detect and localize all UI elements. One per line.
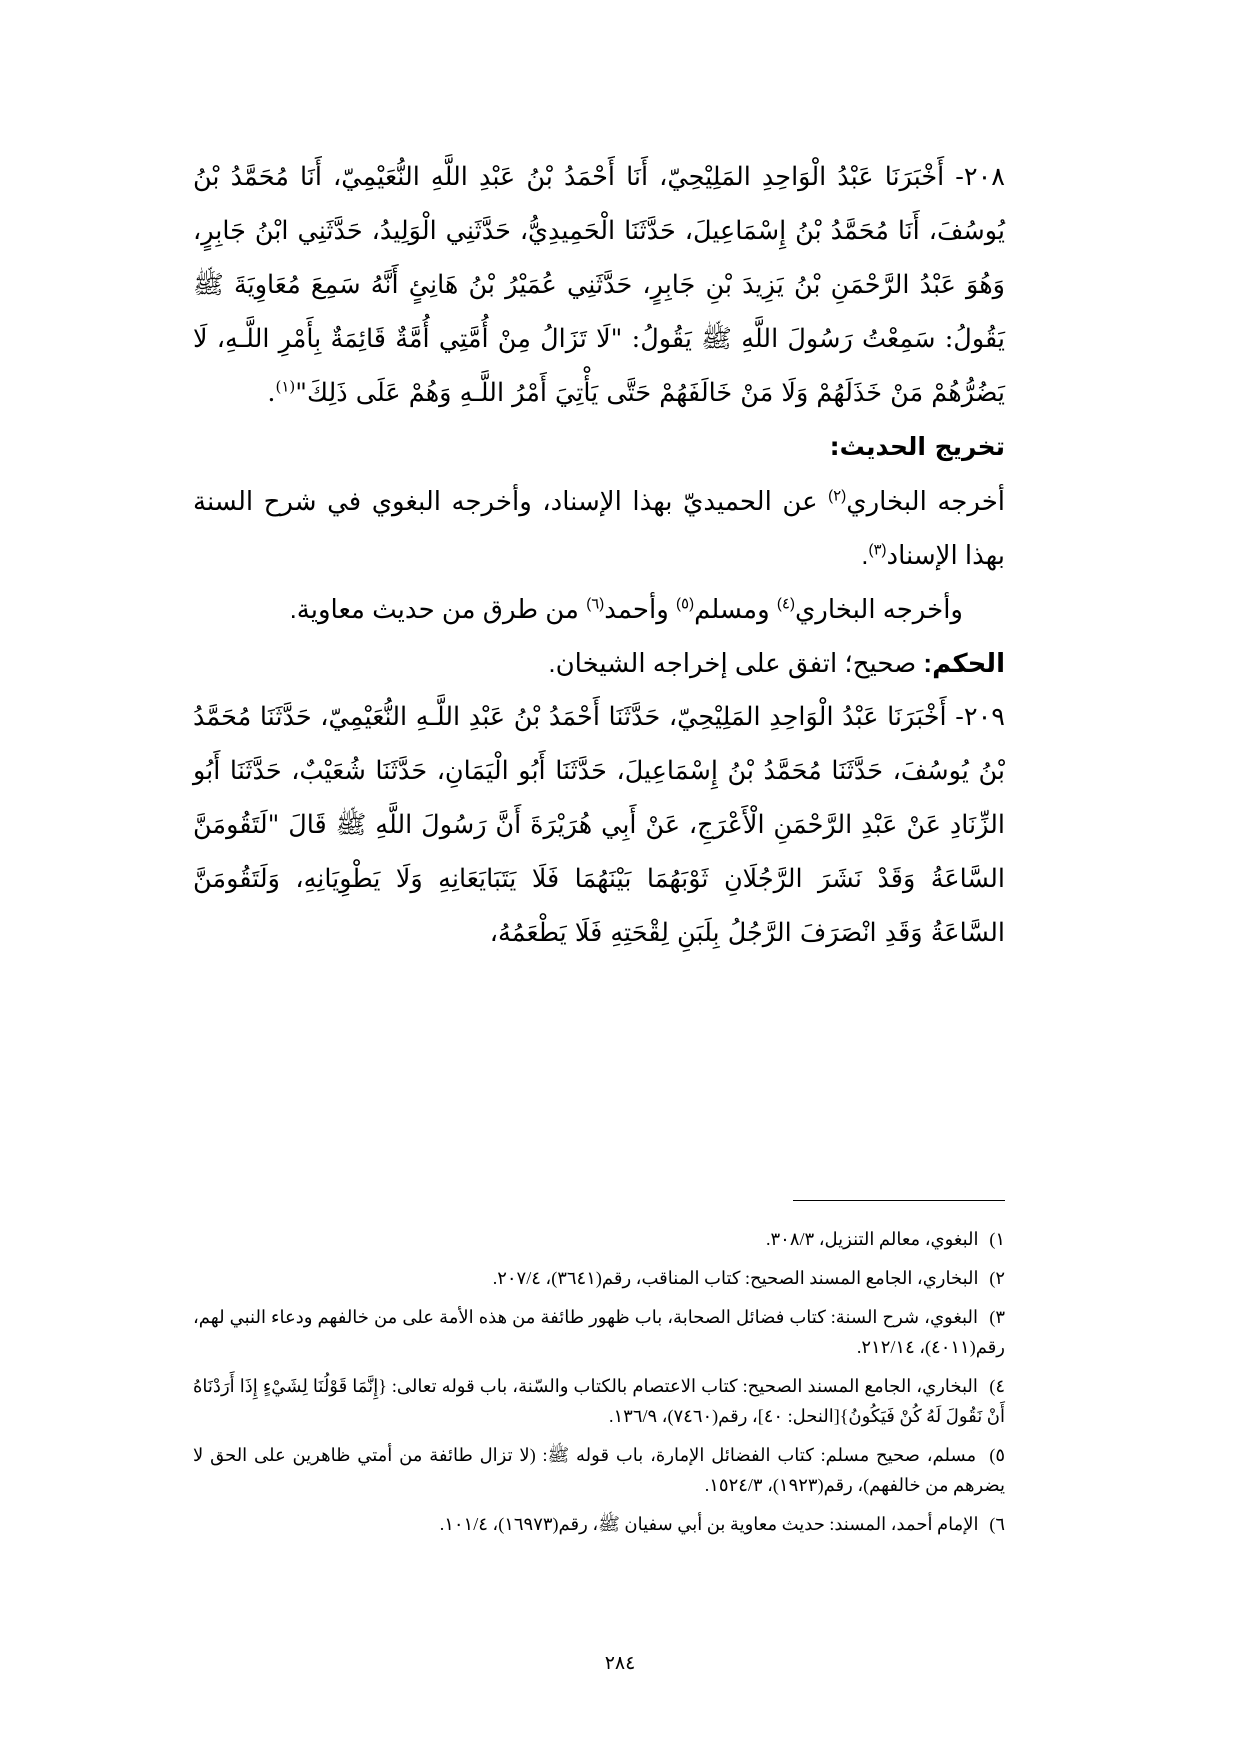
footnote-number: ١) bbox=[989, 1229, 1005, 1249]
hadith-209: ٢٠٩- أَخْبَرَنَا عَبْدُ الْوَاحِدِ المَلِيْحِيّ، حَدَّثَنَا أَحْمَدُ بْنُ عَبْدِ اللَّـهِ النُّعَيْمِيّ، حَدَّثَنَا مُحَمَّدُ بْنُ يُوسُفَ، حَدَّثَنَا مُحَمَّدُ بْنُ إِسْمَاعِيلَ، حَدَّثَنَا أَبُو الْيَمَانِ، حَدَّثَنَا شُعَيْبٌ، حَدَّثَنَا أَبُو الزِّنَادِ عَنْ عَبْدِ الرَّحْمَنِ الْأَعْرَجِ، عَنْ أَبِي هُرَيْرَةَ أَنَّ رَسُولَ اللَّهِ ﷺ قَالَ "لَتَقُومَنَّ السَّاعَةُ وَقَدْ نَشَرَ الرَّجُلَانِ ثَوْبَهُمَا بَيْنَهُمَا فَلَا يَتَبَايَعَانِهِ وَلَا يَطْوِيَانِهِ، وَلَتَقُومَنَّ السَّاعَةُ وَقَدِ انْصَرَفَ الرَّجُلُ بِلَبَنِ لِقْحَتِهِ فَلَا يَطْعَمُهُ، bbox=[193, 702, 1005, 948]
footnote-separator bbox=[793, 1200, 1005, 1201]
takhrij-p2-text-b: ومسلم bbox=[694, 594, 777, 624]
takhrij-p2-text-a: وأخرجه البخاري bbox=[794, 594, 963, 624]
footnote-1 bbox=[193, 1224, 1005, 1254]
footnote-text: البخاري، الجامع المسند الصحيح: كتاب المناقب، رقم(٣٦٤١)، ٢٠٧/٤. bbox=[492, 1268, 979, 1288]
footnote-text: الإمام أحمد، المسند: حديث معاوية بن أبي سفيان ﷺ، رقم(١٦٩٧٣)، ١٠١/٤. bbox=[439, 1514, 979, 1534]
hadith-208-end: . bbox=[267, 378, 276, 408]
footnotes-section bbox=[193, 1224, 1005, 1548]
footnote-number: ٣) bbox=[989, 1307, 1005, 1327]
footnote-number: ٥) bbox=[989, 1445, 1005, 1465]
footnote-3 bbox=[193, 1302, 1005, 1362]
takhrij-p1-text-b: عن الحميديّ بهذا الإسناد، وأخرجه البغوي في شرح السنة بهذا الإسناد bbox=[193, 486, 1005, 570]
footnote-text: البغوي، شرح السنة: كتاب فضائل الصحابة، باب ظهور طائفة من هذه الأمة على من خالفهم ودعاء النبي لهم، رقم(٤٠١١)، ٢١٢/١٤. bbox=[193, 1307, 1005, 1357]
footnote-number: ٢) bbox=[989, 1268, 1005, 1288]
footnote-ref-2[interactable]: (٢) bbox=[828, 487, 847, 505]
takhrij-paragraph-2 bbox=[193, 582, 1005, 636]
hukm-label: الحكم: bbox=[923, 648, 1005, 678]
hadith-208-text: ٢٠٨- أَخْبَرَنَا عَبْدُ الْوَاحِدِ المَلِيْحِيّ، أَنَا أَحْمَدُ بْنُ عَبْدِ اللَّهِ النُّعَيْمِيّ، أَنَا مُحَمَّدُ بْنُ يُوسُفَ، أَنَا مُحَمَّدُ بْنُ إِسْمَاعِيلَ، حَدَّثَنَا الْحَمِيدِيُّ، حَدَّثَنِي الْوَلِيدُ، حَدَّثَنِي ابْنُ جَابِرٍ، وَهُوَ عَبْدُ الرَّحْمَنِ بْنُ يَزِيدَ بْنِ جَابِرٍ، حَدَّثَنِي عُمَيْرُ بْنُ هَانِئٍ أَنَّهُ سَمِعَ مُعَاوِيَةَ ﷺ يَقُولُ: سَمِعْتُ رَسُولَ اللَّهِ ﷺ يَقُولُ: "لَا تَزَالُ مِنْ أُمَّتِي أُمَّةٌ قَائِمَةٌ بِأَمْرِ اللَّـهِ، لَا يَضُرُّهُمْ مَنْ خَذَلَهُمْ وَلَا مَنْ خَالَفَهُمْ حَتَّى يَأْتِيَ أَمْرُ اللَّـهِ وَهُمْ عَلَى ذَلِكَ" bbox=[193, 162, 1005, 408]
hukm-line bbox=[193, 636, 1005, 690]
main-text bbox=[193, 150, 1005, 960]
takhrij-p2-text-d: من طرق من حديث معاوية. bbox=[289, 594, 587, 624]
footnote-ref-1[interactable]: (١) bbox=[275, 377, 296, 396]
footnote-2 bbox=[193, 1263, 1005, 1293]
footnote-ref-6[interactable]: (٦) bbox=[586, 595, 605, 613]
footnote-ref-4[interactable]: (٤) bbox=[776, 595, 795, 613]
footnote-text: مسلم، صحيح مسلم: كتاب الفضائل الإمارة، باب قوله ﷺ: (لا تزال طائفة من أمتي ظاهرين على الحق لا يضرهم من خالفهم)، رقم(١٩٢٣)، ١٥٢٤/٣. bbox=[193, 1445, 1005, 1495]
footnote-text: البخاري، الجامع المسند الصحيح: كتاب الاعتصام بالكتاب والسّنة، باب قوله تعالى: {إِنَّمَا قَوْلُنَا لِشَيْءٍ إِذَا أَرَدْنَاهُ أَنْ نَقُولَ لَهُ كُنْ فَيَكُونُ}[النحل: ٤٠]، رقم(٧٤٦٠)، ١٣٦/٩. bbox=[193, 1376, 1005, 1426]
hukm-text: صحيح؛ اتفق على إخراجه الشيخان. bbox=[548, 648, 924, 678]
hadith-208 bbox=[193, 150, 1005, 420]
page-number: ٢٨٤ bbox=[604, 1653, 636, 1674]
takhrij-p1-text-a: أخرجه البخاري bbox=[846, 486, 1005, 516]
takhrij-heading: تخريج الحديث: bbox=[829, 432, 1005, 461]
takhrij-p1-end: . bbox=[861, 540, 869, 570]
takhrij-p2-text-c: وأحمد bbox=[604, 594, 677, 624]
footnote-number: ٦) bbox=[989, 1514, 1005, 1534]
takhrij-paragraph-1 bbox=[193, 474, 1005, 582]
footnote-4 bbox=[193, 1371, 1005, 1431]
footnote-ref-5[interactable]: (٥) bbox=[676, 595, 695, 613]
footnote-5 bbox=[193, 1440, 1005, 1500]
footnote-6 bbox=[193, 1509, 1005, 1539]
footnote-ref-3[interactable]: (٣) bbox=[868, 541, 887, 559]
footnote-text: البغوي، معالم التنزيل، ٣٠٨/٣. bbox=[766, 1229, 979, 1249]
footnote-number: ٤) bbox=[989, 1376, 1006, 1396]
